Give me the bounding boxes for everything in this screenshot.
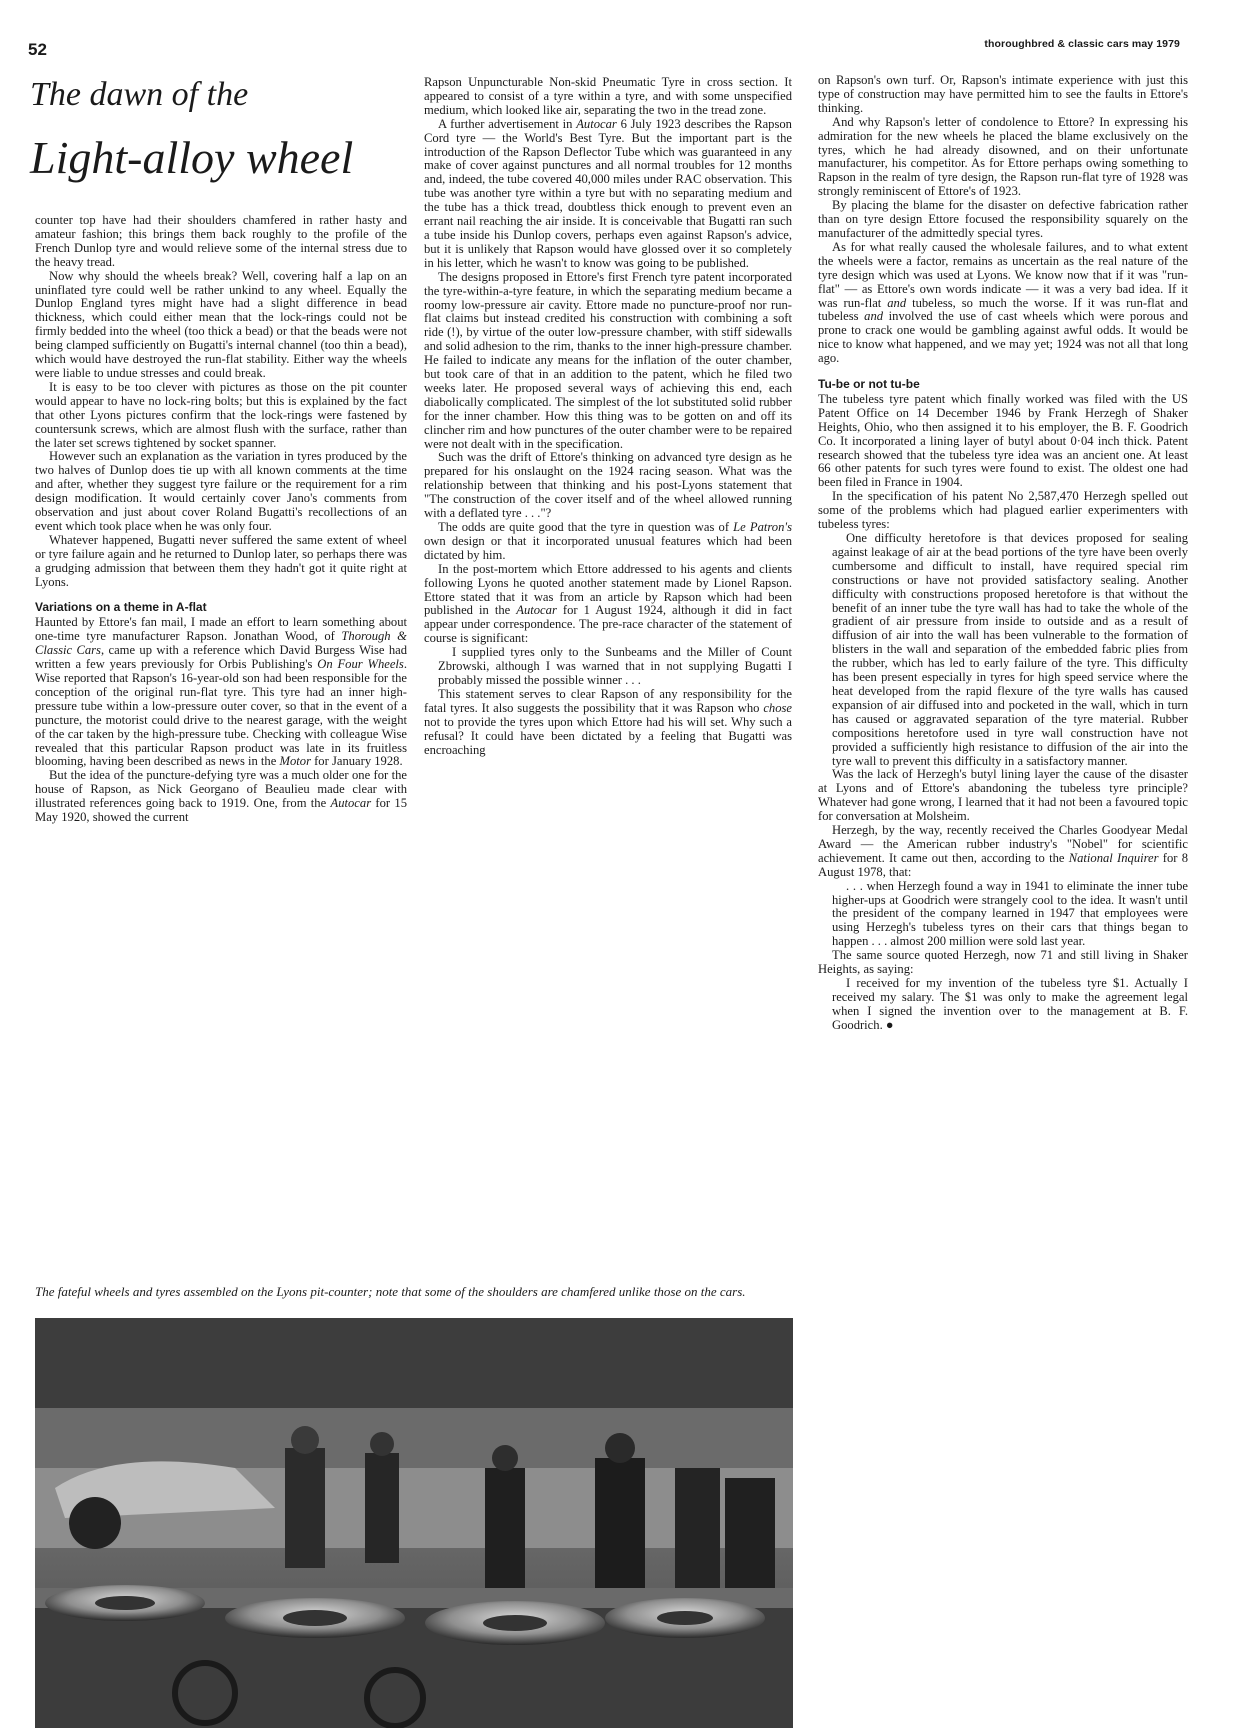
paragraph: Haunted by Ettore's fan mail, I made an effort to learn something about one-time tyre manufacturer Rapson. Jonathan Wood, of Thorough & Classic Cars, came up with a reference which David Burgess Wise had written a few years previously for Orbis Publishing's On Four Wheels. Wise reported that Rapson's 16-year-old son had been responsible for the conception of the original run-flat tyre. This tyre had an inner high-pressure tube within a low-pressure outer cover, so that in the event of a puncture, the motorist could drive to the nearest garage, with the weight of the car taken by the high-pressure tube. Checking with colleague Wise revealed that this particular Rapson product was late in its fruitless blooming, having been described as news in the Motor for January 1928.	[35, 615, 408, 769]
paragraph: However such an explanation as the variation in tyres produced by the two halves of Dunlop does tie up with all known comments at the time and after, whether they suggest tyre failure or the requirement for a rim design modification. It would certainly cover Jano's comments from observation and just about cover Roland Bugatti's recollections of an event which took place when he was only four.	[35, 449, 407, 533]
column-2	[424, 76, 792, 757]
photo-pit-counter-wheels	[35, 1318, 793, 1728]
paragraph: And why Rapson's letter of condolence to Ettore? In expressing his admiration for the new wheels he placed the blame exclusively on the tyres, which he had already disowned, and on their unfortunate manufacturer, his competitor. As for Ettore perhaps owing something to Rapson in the realm of tyre design, the Rapson run-flat tyre of 1928 was strongly reminiscent of Ettore's of 1923.	[818, 114, 1188, 199]
block-quote: I received for my invention of the tubeless tyre $1. Actually I received my salary. The $1 was only to make the agreement legal when I signed the invention over to the management at B. F. Goodrich. ●	[832, 976, 1188, 1032]
paragraph: By placing the blame for the disaster on defective fabrication rather than on tyre design Ettore focused the responsibility squarely on the manufacturer of the admittedly special tyres.	[818, 198, 1188, 240]
section-heading: Variations on a theme in A-flat	[35, 600, 207, 615]
paragraph: on Rapson's own turf. Or, Rapson's intimate experience with just this type of construction may have permitted him to see the faults in Ettore's thinking.	[818, 73, 1188, 115]
paragraph: counter top have had their shoulders chamfered in rather hasty and amateur fashion; this brings them back roughly to the profile of the French Dunlop tyre and would relieve some of the internal stress due to the heavy tread.	[35, 213, 407, 269]
paragraph: In the post-mortem which Ettore addressed to his agents and clients following Lyons he quoted another statement made by Lionel Rapson. Ettore stated that it was from an article by Rapson which had been published in the Autocar for 1 August 1924, although it did in fact appear under correspondence. The pre-race character of the statement of course is significant:	[424, 561, 792, 646]
title-line-2: Light-alloy wheel	[30, 132, 354, 183]
paragraph: Rapson Unpuncturable Non-skid Pneumatic Tyre in cross section. It appeared to consist of a tyre within a tyre, and with some unspecified medium, which looked like air, separating the two in the tread zone.	[424, 75, 792, 117]
paragraph: Was the lack of Herzegh's butyl lining layer the cause of the disaster at Lyons and of Ettore's abandoning the tubeless tyre principle? Whatever had gone wrong, I learned that it had not been a favoured topic for conversation at Molsheim.	[818, 767, 1188, 824]
section-heading: Tu-be or not tu-be	[818, 377, 920, 392]
paragraph: This statement serves to clear Rapson of any responsibility for the fatal tyres. It also suggests the possibility that it was Rapson who chose not to provide the tyres upon which Ettore had his will set. Why such a refusal? It could have been dictated by a feeling that Bugatti was encroaching	[424, 686, 792, 757]
paragraph: The tubeless tyre patent which finally worked was filed with the US Patent Office on 14 December 1946 by Frank Herzegh of Shaker Heights, Ohio, who then assigned it to his employer, the B. F. Goodrich Co. It incorporated a lining layer of butyl about 0·04 inch thick. Patent research showed that the tubeless tyre idea was an ancient one. At least 66 other patents for such tyres were found to exist. The oldest one had been filed in France in 1904.	[818, 391, 1188, 490]
paragraph: As for what really caused the wholesale failures, and to what extent the wheels were a factor, remains as uncertain as the real nature of the tyre design which was used at Lyons. We know now that if it was "run-flat" — as Ettore's own words indicate — it was a very bad idea. If it was run-flat and tubeless, so much the worse. If it was run-flat and tubeless and involved the use of cast wheels which were porous and prone to crack one would be gambling against awful odds. It would be nice to know what happened, and we may yet; 1924 was not all that long ago.	[818, 239, 1188, 366]
title-line-1: The dawn of the	[30, 76, 249, 113]
paragraph: A further advertisement in Autocar 6 July 1923 describes the Rapson Cord tyre — the World's Best Tyre. But the important part is the introduction of the Rapson Deflector Tube which was guaranteed in any make of cover against punctures and all normal troubles for 12 months and, indeed, the tube covered 40,000 miles under RAC observation. This tube was another tyre within a tyre but with no separating medium and the tube has a thick tread, doubtless thick enough to prevent even an errant nail reaching the air inside. It is conceivable that Bugatti ran such a tube inside his Dunlop covers, perhaps even against Rapson's advice, but it is unlikely that Rapson would have glossed over it so completely in his letter, which he wasn't to know was going to be published.	[424, 116, 792, 270]
paragraph: But the idea of the puncture-defying tyre was a much older one for the house of Rapson, as Nick Georgano of Beaulieu made clear with illustrated references going back to 1919. One, from the Autocar for 15 May 1920, showed the current	[35, 768, 408, 825]
paragraph: Herzegh, by the way, recently received the Charles Goodyear Medal Award — the American rubber industry's "Nobel" for scientific achievement. It came out then, according to the National Inquirer for 8 August 1978, that:	[818, 823, 1189, 879]
paragraph: Now why should the wheels break? Well, covering half a lap on an uninflated tyre could well be rather unkind to any wheel. Equally the Dunlop England tyres might have had a slight difference in bead thickness, which could either mean that the lock-rings could not be firmly bedded into the wheel (too thick a bead) or that the beads were not being clamped sufficiently on Bugatti's internal channel (too thin a bead), which would have destroyed the run-flat stability. Either way the wheels were liable to undue stresses and could break.	[35, 268, 407, 380]
column-1	[35, 214, 407, 825]
paragraph: Whatever happened, Bugatti never suffered the same extent of wheel or tyre failure again and he returned to Dunlop later, so perhaps there was a grudging admission that between them they hadn't got it quite right at Lyons.	[35, 532, 407, 589]
paragraph: The designs proposed in Ettore's first French tyre patent incorporated the tyre-within-a-tyre feature, in which the separating medium became a roomy low-pressure air cavity. Ettore made no puncture-proof nor run-flat claims but instead credited his construction with combining a soft ride (!), by virtue of the outer low-pressure chamber, with stiff sidewalls and solid adhesion to the rim, thanks to the inner high-pressure chamber. He failed to indicate any means for the inflation of the outer chamber, but took care of that in an addition to the patent, which he filed two weeks later. He proposed several ways of achieving this end, each diabolically complicated. The simplest of the lot substituted solid rubber for the inner chamber. How this thing was to be gotten on and off its clincher rim and how punctures of the outer chamber were to be repaired were not dealt with in the specification.	[424, 269, 792, 451]
running-head: thoroughbred & classic cars may 1979	[984, 38, 1180, 50]
block-quote: I supplied tyres only to the Sunbeams and the Miller of Count Zbrowski, although I was warned that in not supplying Bugatti I probably missed the possible winner . . .	[438, 645, 792, 687]
page-number: 52	[28, 40, 47, 59]
photo-caption: The fateful wheels and tyres assembled on the Lyons pit-counter; note that some of the shoulders are chamfered unlike those on the cars.	[35, 1284, 746, 1299]
paragraph: It is easy to be too clever with pictures as those on the pit counter would appear to have no lock-ring bolts; but this is explained by the fact that other Lyons pictures confirm that the lock-rings were fastened by countersunk screws, which are almost flush with the surface, rather than the later set screws tightened by socket spanner.	[35, 379, 407, 450]
paragraph: The same source quoted Herzegh, now 71 and still living in Shaker Heights, as saying:	[818, 948, 1188, 977]
column-3	[818, 74, 1188, 1033]
block-quote: One difficulty heretofore is that devices proposed for sealing against leakage of air at the bead portions of the tyre have been overly cumbersome and difficult to install, have required special rim constructions or have not provided satisfactory sealing. Another difficulty with constructions proposed heretofore is that without the benefit of an inner tube the tyre wall has had to take the whole of the gradient of air pressure from inside to outside and as a result of diffusion of air into the wall has been vulnerable to the formation of blisters in the wall and separation of the embedded fabric plies from the rubber, which has led to early failure of the tyre. This difficulty has been present especially in tyres for high speed service where the heat developed from the rapid flexure of the tyre walls has caused expansion of air diffused into and pocketed in the wall, which in turn has caused or aggravated separation of the tyre material. Rubber compositions heretofore used in tyre wall construction have not provided a sufficiently high resistance to diffusion of the air into the tyre wall to prevent this difficulty in a satisfactory manner.	[832, 531, 1188, 768]
article-title	[30, 74, 410, 188]
paragraph: The odds are quite good that the tyre in question was of Le Patron's own design or that it incorporated unusual features which had been dictated by him.	[424, 520, 792, 562]
block-quote: . . . when Herzegh found a way in 1941 to eliminate the inner tube higher-ups at Goodrich were strangely cool to the idea. It wasn't until the president of the company learned in 1947 that employees were using Herzegh's tubeless tyres on their cars that things began to happen . . . almost 200 million were sold last year.	[832, 878, 1188, 949]
paragraph: Such was the drift of Ettore's thinking on advanced tyre design as he prepared for his onslaught on the 1924 racing season. What was the relationship between that thinking and his post-Lyons statement that "The construction of the cover itself and of the wheel allowed running with a deflated tyre . . ."?	[424, 450, 792, 521]
paragraph: In the specification of his patent No 2,587,470 Herzegh spelled out some of the problems which had plagued earlier experimenters with tubeless tyres:	[818, 489, 1188, 532]
photo-illustration	[35, 1318, 793, 1728]
